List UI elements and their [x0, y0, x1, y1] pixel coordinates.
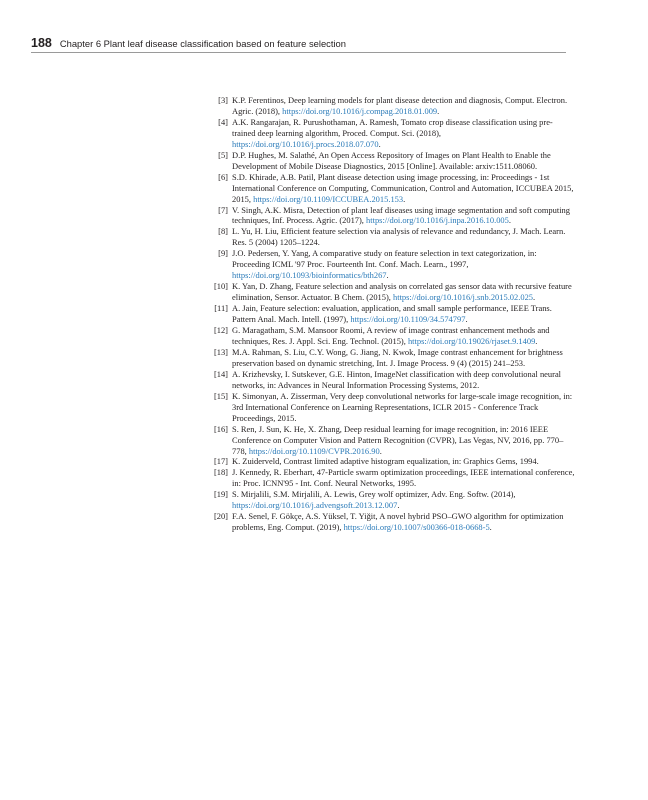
reference-end: . — [386, 270, 389, 281]
reference-item — [204, 226, 576, 248]
reference-item — [204, 303, 576, 325]
reference-text: V. Singh, A.K. Misra, Detection of plant leaf diseases using image segmentation and soft computing techniques, Inf. Process. Agric. (2017), — [232, 204, 570, 226]
reference-text: A. Jain, Feature selection: evaluation, application, and small sample performance, IEEE Trans. Pattern Anal. Mach. Intell. (1997), — [232, 303, 552, 325]
reference-item — [204, 248, 576, 281]
reference-number: [14] — [213, 368, 228, 379]
doi-link[interactable]: https://doi.org/10.1016/j.inpa.2016.10.005 — [366, 215, 509, 226]
doi-link[interactable]: https://doi.org/10.1109/ICCUBEA.2015.153 — [253, 193, 404, 204]
reference-item — [204, 391, 576, 424]
reference-item — [204, 95, 576, 117]
reference-number: [3] — [218, 95, 228, 105]
doi-link[interactable]: https://doi.org/10.1109/34.574797 — [350, 314, 466, 325]
page-number: 188 — [31, 36, 52, 50]
reference-item — [204, 424, 576, 457]
reference-text: S. Mirjalili, S.M. Mirjalili, A. Lewis, Grey wolf optimizer, Adv. Eng. Softw. (2014), — [232, 489, 516, 500]
reference-number: [18] — [213, 467, 228, 478]
doi-link[interactable]: https://doi.org/10.1007/s00366-018-0668-5 — [343, 522, 490, 533]
doi-link[interactable]: https://doi.org/10.1109/CVPR.2016.90 — [248, 445, 380, 456]
reference-end: . — [533, 292, 536, 303]
doi-link[interactable]: https://doi.org/10.1016/j.compag.2018.01.009 — [282, 105, 438, 116]
reference-item — [204, 325, 576, 347]
reference-number: [13] — [213, 346, 228, 357]
reference-end: . — [508, 215, 511, 226]
reference-text: J. Kennedy, R. Eberhart, 47-Particle swarm optimization proceedings, IEEE international conference, in: Proc. ICNN'95 - Int. Conf. Neural Networks, 1995. — [232, 467, 575, 489]
reference-number: [15] — [213, 390, 228, 401]
reference-item — [204, 281, 576, 303]
reference-text: S. Ren, J. Sun, K. He, X. Zhang, Deep residual learning for image recognition, in: 2016 IEEE Conference on Computer Vision and Pattern Recognition (CVPR), Las Vegas, NV, 2016, pp. 770–778, — [232, 423, 564, 456]
reference-number: [6] — [218, 171, 228, 182]
reference-text: L. Yu, H. Liu, Efficient feature selection via analysis of relevance and redundancy, J. Mach. Learn. Res. 5 (2004) 1205–1224. — [232, 226, 566, 248]
reference-number: [7] — [218, 204, 228, 215]
reference-number: [4] — [218, 116, 228, 127]
reference-item — [204, 172, 576, 205]
doi-link[interactable]: https://doi.org/10.19026/rjaset.9.1409 — [407, 335, 536, 346]
reference-item — [204, 511, 576, 533]
reference-end: . — [379, 445, 382, 456]
reference-end: . — [397, 500, 400, 511]
reference-text: J.O. Pedersen, Y. Yang, A comparative study on feature selection in text categorization, in: Proceeding ICML '97 Proc. Fourteenth Int. Conf. Mach. Learn., 1997, — [232, 248, 537, 270]
reference-text: F.A. Senel, F. Gökçe, A.S. Yüksel, T. Yiğit, A novel hybrid PSO–GWO algorithm for optimization problems, Eng. Comput. (2019), — [232, 511, 564, 533]
reference-list — [204, 95, 576, 533]
reference-text: G. Maragatham, S.M. Mansoor Roomi, A review of image contrast enhancement methods and techniques, Res. J. Appl. Sci. Eng. Technol. (2015), — [232, 325, 550, 346]
reference-number: [19] — [213, 489, 228, 500]
reference-text: K. Yan, D. Zhang, Feature selection and analysis on correlated gas sensor data with recursive feature elimination, Sensor. Actuator. B Chem. (2015), — [232, 281, 572, 303]
reference-text: A. Krizhevsky, I. Sutskever, G.E. Hinton, ImageNet classification with deep convolutional neural networks, in: Advances in Neural Information Processing Systems, 2012. — [232, 368, 562, 390]
running-head — [31, 34, 566, 53]
reference-number: [16] — [213, 423, 228, 434]
reference-item — [204, 369, 576, 391]
reference-number: [10] — [213, 281, 228, 292]
reference-number: [20] — [213, 511, 228, 522]
reference-number: [17] — [213, 456, 228, 467]
doi-link[interactable]: https://doi.org/10.1016/j.snb.2015.02.025 — [393, 292, 534, 303]
reference-number: [11] — [214, 303, 228, 314]
reference-item — [204, 150, 576, 172]
doi-link[interactable]: https://doi.org/10.1016/j.procs.2018.07.070 — [232, 138, 379, 149]
reference-number: [8] — [218, 226, 228, 237]
reference-end: . — [403, 193, 406, 204]
reference-number: [12] — [213, 325, 228, 336]
reference-text: K. Simonyan, A. Zisserman, Very deep convolutional networks for large-scale image recognition, in: 3rd International Conference on Learning Representations, ICLR 2015 - Conference Track Proceedings, 2015. — [232, 390, 573, 423]
reference-number: [9] — [218, 248, 228, 259]
reference-item — [204, 456, 576, 467]
reference-end: . — [378, 138, 381, 149]
reference-text: K. Zuiderveld, Contrast limited adaptive histogram equalization, in: Graphics Gems, 1994. — [232, 456, 539, 467]
reference-end: . — [489, 522, 492, 533]
reference-end: . — [437, 105, 440, 116]
reference-text: M.A. Rahman, S. Liu, C.Y. Wong, G. Jiang, N. Kwok, Image contrast enhancement for brightness preservation based on dynamic stretching, Int. J. Image Process. 9 (4) (2015) 241–253. — [232, 346, 563, 368]
reference-text: D.P. Hughes, M. Salathé, An Open Access Repository of Images on Plant Health to Enable the Development of Mobile Disease Diagnostics, 2015 [Online]. Available: arxiv:1511.08060. — [232, 149, 551, 171]
reference-text: K.P. Ferentinos, Deep learning models for plant disease detection and diagnosis, Comput. Electron. Agric. (2018), — [232, 95, 568, 116]
reference-number: [5] — [218, 149, 228, 160]
reference-item — [204, 205, 576, 227]
reference-text: A.K. Rangarajan, R. Purushothaman, A. Ramesh, Tomato crop disease classification using pre-trained deep learning algorithm, Proced. Comput. Sci. (2018), — [232, 116, 553, 138]
reference-end: . — [465, 314, 468, 325]
reference-item — [204, 467, 576, 489]
chapter-title: Chapter 6 Plant leaf disease classification based on feature selection — [59, 38, 346, 49]
doi-link[interactable]: https://doi.org/10.1093/bioinformatics/bth267 — [232, 270, 387, 281]
reference-item — [204, 117, 576, 150]
reference-item — [204, 347, 576, 369]
reference-end: . — [535, 335, 538, 346]
doi-link[interactable]: https://doi.org/10.1016/j.advengsoft.2013.12.007 — [232, 500, 398, 511]
reference-text: S.D. Khirade, A.B. Patil, Plant disease detection using image processing, in: Proceedings - 1st International Conference on Computing, Communication, Control and Automation, ICCUBEA 2015, 2015, — [232, 171, 574, 204]
reference-item — [204, 489, 576, 511]
